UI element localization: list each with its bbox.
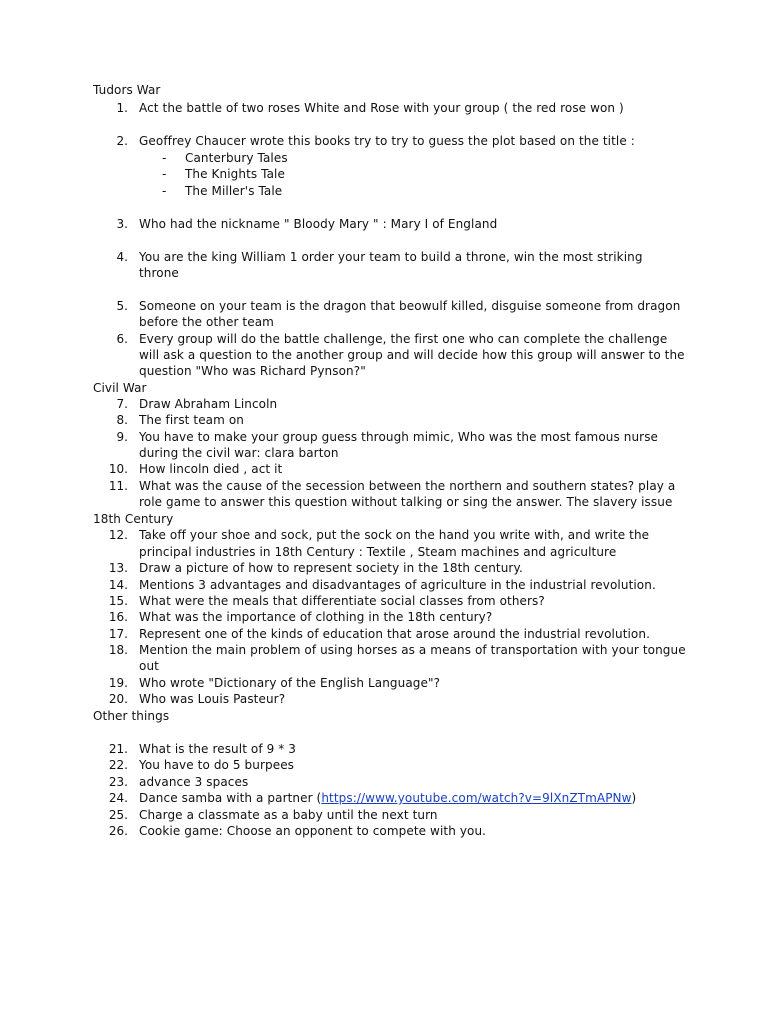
item-number: 3. [116,217,128,231]
list-item: Draw Abraham Lincoln [139,397,278,411]
item-number: 21. [108,742,128,756]
list-item: Who wrote "Dictionary of the English Language"? [139,676,441,690]
sub-list-item: The Knights Tale [185,167,285,181]
item-number: 12. [108,528,128,542]
section-heading: Other things [93,709,170,723]
list-item: How lincoln died , act it [139,462,283,476]
list-item: Every group will do the battle challenge, the first one who can complete the challenge [139,332,668,346]
list-item: Who had the nickname " Bloody Mary " : Mary I of England [139,217,498,231]
list-item: What was the importance of clothing in the 18th century? [139,610,493,624]
youtube-link[interactable]: https://www.youtube.com/watch?v=9lXnZTmAPNw [321,791,632,805]
item-number: 22. [108,758,128,772]
list-item: Cookie game: Choose an opponent to compete with you. [139,824,487,838]
list-item-text: Dance samba with a partner ( [139,791,322,805]
list-item: Act the battle of two roses White and Rose with your group ( the red rose won ) [139,101,624,115]
section-heading: Tudors War [93,83,161,97]
list-item [139,790,636,806]
item-number: 18. [108,643,128,657]
list-item-continuation: before the other team [139,315,274,329]
list-item-continuation: question "Who was Richard Pynson?" [139,364,366,378]
item-number: 15. [108,594,128,608]
list-item: What was the cause of the secession between the northern and southern states? play a [139,479,676,493]
section-heading: Civil War [93,381,147,395]
item-number: 10. [108,462,128,476]
list-item: You have to make your group guess through mimic, Who was the most famous nurse [139,430,659,444]
item-number: 7. [116,397,128,411]
section-heading: 18th Century [93,512,174,526]
item-number: 19. [108,676,128,690]
list-item: Charge a classmate as a baby until the next turn [139,808,438,822]
item-number: 13. [108,561,128,575]
item-number: 26. [108,824,128,838]
list-item: What were the meals that differentiate social classes from others? [139,594,545,608]
item-number: 9. [116,430,128,444]
list-item-continuation: role game to answer this question without talking or sing the answer. The slavery issue [139,495,673,509]
item-number: 11. [108,479,128,493]
item-number: 16. [108,610,128,624]
list-item: What is the result of 9 * 3 [139,742,296,756]
bullet-dash: - [162,167,167,181]
sub-list-item: The Miller's Tale [185,184,283,198]
bullet-dash: - [162,184,167,198]
item-number: 2. [116,134,128,148]
list-item: advance 3 spaces [139,775,249,789]
sub-list-item: Canterbury Tales [185,151,288,165]
list-item-continuation: will ask a question to the another group and will decide how this group will answer to the [139,348,685,362]
list-item: Draw a picture of how to represent society in the 18th century. [139,561,523,575]
list-item: Someone on your team is the dragon that beowulf killed, disguise someone from dragon [139,299,681,313]
item-number: 23. [108,775,128,789]
item-number: 4. [116,250,128,264]
list-item: Mention the main problem of using horses as a means of transportation with your tongue [139,643,686,657]
item-number: 24. [108,791,128,805]
list-item: Take off your shoe and sock, put the sock on the hand you write with, and write the [139,528,650,542]
item-number: 25. [108,808,128,822]
item-number: 6. [116,332,128,346]
item-number: 5. [116,299,128,313]
list-item: You are the king William 1 order your team to build a throne, win the most striking [139,250,643,264]
list-item-continuation: during the civil war: clara barton [139,446,339,460]
list-item-continuation: principal industries in 18th Century : Textile , Steam machines and agriculture [139,545,617,559]
list-item: The first team on [139,413,244,427]
list-item: Who was Louis Pasteur? [139,692,286,706]
list-item-continuation: out [139,659,159,673]
list-item: Mentions 3 advantages and disadvantages of agriculture in the industrial revolution. [139,578,656,592]
list-item-continuation: throne [139,266,179,280]
bullet-dash: - [162,151,167,165]
item-number: 8. [116,413,128,427]
item-number: 14. [108,578,128,592]
item-number: 17. [108,627,128,641]
item-number: 20. [108,692,128,706]
list-item: You have to do 5 burpees [139,758,295,772]
list-item: Represent one of the kinds of education that arose around the industrial revolution. [139,627,650,641]
list-item-text-after: ) [631,791,637,805]
list-item: Geoffrey Chaucer wrote this books try to try to guess the plot based on the title : [139,134,635,148]
item-number: 1. [116,101,128,115]
